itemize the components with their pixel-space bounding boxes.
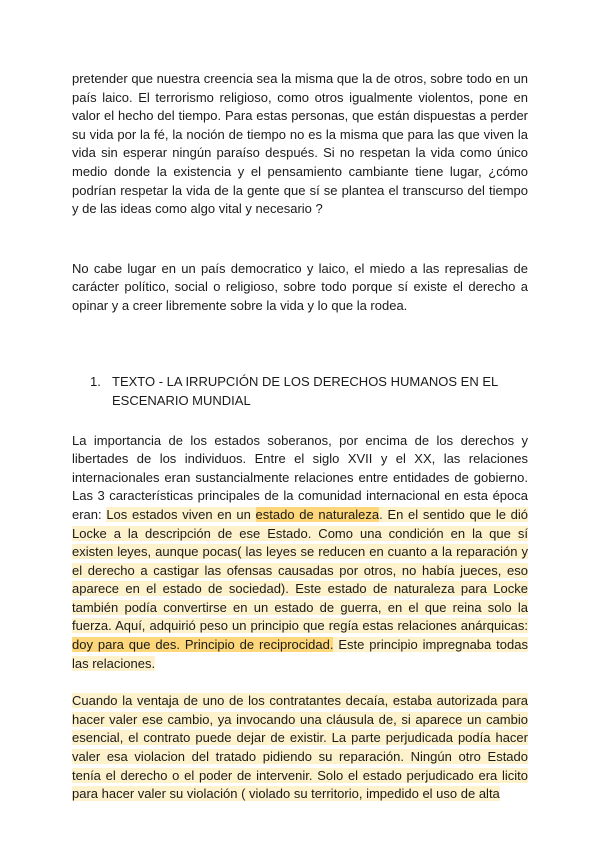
paragraph-sovereign-states [72,432,528,674]
highlight-reciprocity: doy para que des. Principio de reciprocidad. [72,637,334,653]
paragraph-terrorism: pretender que nuestra creencia sea la misma que la de otros, sobre todo en un país laico. El terrorismo religioso, como otros igualmente violentos, pone en valor el hecho del tiempo. Para estas personas, que están dispuestas a perder su vida por la fé, la noción de tiempo no es la misma que para las que viven la vida sin esperar ningún paraíso después. Si no respetan la vida como único medio donde la existencia y el pensamiento cambiante tiene lugar, ¿cómo podrían respetar la vida de la gente que sí se plantea el transcurso del tiempo y de las ideas como algo vital y necesario ? [72,71,528,217]
highlight-states-live: Los estados viven en un [106,506,256,522]
section-heading [72,372,528,410]
highlight-principle-pervades: Este principio impregnaba todas las relaciones. [72,637,528,671]
highlight-contract-text: Cuando la ventaja de uno de los contratantes decaía, estaba autorizada para hacer valer ese cambio, ya invocando una cláusula de, si aparece un cambio esencial, el contrato puede dejar de existir. La parte perjudicada podía hacer valer esa violacion del tratado pidiendo su reparación. Ningún otro Estado tenía el derecho o el poder de intervenir. Solo el estado perjudicado era licito para hacer valer su violación ( violado su territorio, impedido el uso de alta [72,693,528,802]
highlight-locke-description: . En el sentido que le dió Locke a la descripción de ese Estado. Como una condición en la que sí existen leyes, aunque pocas( las leyes se reducen en cuanto a la reparación y el derecho a castigar las ofensas causadas por otros, no había jueces, eso aparece en el estado de sociedad). Este estado de naturaleza para Locke también podía convertirse en un estado de guerra, en el que reina solo la fuerza. Aquí, adquirió peso un principio que regía estas relaciones anárquicas: [72,506,528,634]
paragraph-democracy: No cabe lugar en un país democratico y laico, el miedo a las represalias de carácter político, social o religioso, sobre todo porque sí existe el derecho a opinar y a creer libremente sobre la vida y lo que la rodea. [72,260,528,313]
heading-number: 1. [90,373,101,389]
document-page [72,70,528,804]
heading-text: TEXTO - LA IRRUPCIÓN DE LOS DERECHOS HUMANOS EN EL ESCENARIO MUNDIAL [112,373,498,408]
highlight-state-of-nature: estado de naturaleza [255,506,380,522]
paragraph-contract-change [72,692,528,804]
paragraph-intro-text: La importancia de los estados soberanos, por encima de los derechos y libertades de los individuos. Entre el siglo XVII y el XX, las relaciones internacionales eran sustancialmente relaciones entre entidades de gobierno. Las 3 características principales de la comunidad internacional en esta época eran: [72,432,528,522]
